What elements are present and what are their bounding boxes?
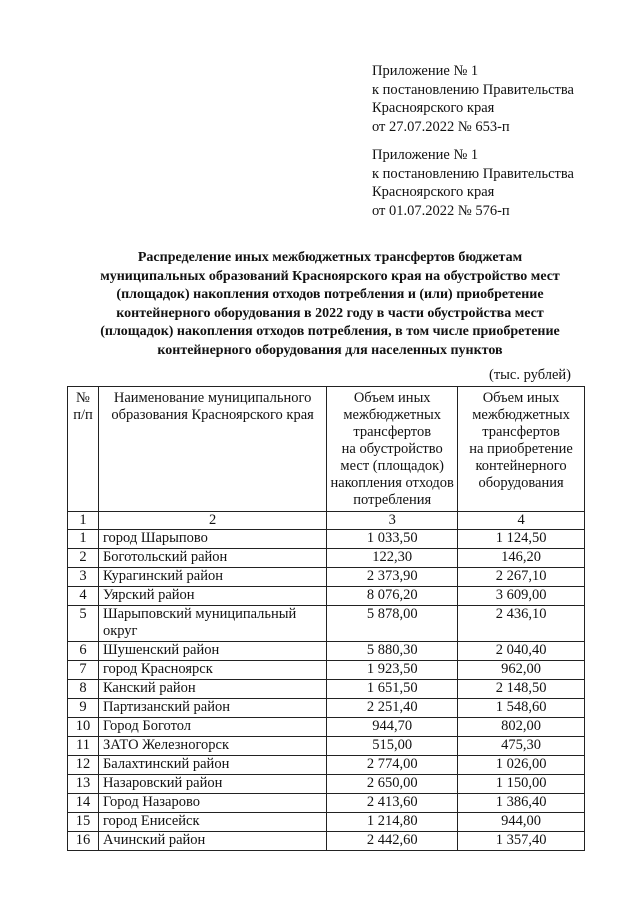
table-row: [68, 606, 585, 642]
table-row: [68, 775, 585, 794]
header-text: п/п: [73, 407, 93, 423]
header-text: Объем иных: [482, 390, 560, 406]
municipality-name: город Енисейск: [98, 813, 326, 832]
column-index: 3: [327, 512, 458, 530]
site-transfer-value: 2 251,40: [327, 699, 458, 718]
row-number: 12: [68, 756, 99, 775]
header-text: потребления: [353, 492, 432, 508]
container-transfer-value: 802,00: [458, 718, 585, 737]
annex-region-line: Красноярского края: [372, 100, 495, 116]
municipality-name: город Красноярск: [98, 661, 326, 680]
container-transfer-value: 2 267,10: [458, 568, 585, 587]
table-row: [68, 794, 585, 813]
row-number: 3: [68, 568, 99, 587]
site-transfer-value: 2 774,00: [327, 756, 458, 775]
container-transfer-value: 146,20: [458, 549, 585, 568]
title-line: контейнерного оборудования в 2022 году в части обустройства мест: [116, 305, 544, 321]
municipality-name-line: округ: [102, 623, 138, 639]
table-row: [68, 737, 585, 756]
table-row: [68, 587, 585, 606]
municipality-name: Канский район: [98, 680, 326, 699]
site-transfer-value: 8 076,20: [327, 587, 458, 606]
site-transfer-value: 2 373,90: [327, 568, 458, 587]
row-number: 16: [68, 832, 99, 851]
column-index: 4: [458, 512, 585, 530]
header-text: трансфертов: [482, 424, 560, 440]
header-text: оборудования: [478, 475, 564, 491]
site-transfer-value: 2 650,00: [327, 775, 458, 794]
row-number: 11: [68, 737, 99, 756]
municipality-name: Партизанский район: [98, 699, 326, 718]
site-transfer-value: 122,30: [327, 549, 458, 568]
document-title: [60, 249, 600, 360]
annex-resolution-line: к постановлению Правительства: [372, 81, 574, 98]
header-text: трансфертов: [353, 424, 432, 440]
title-line: контейнерного оборудования для населенных пунктов: [157, 342, 503, 358]
container-transfer-value: 1 026,00: [458, 756, 585, 775]
header-site-transfers: [327, 387, 458, 512]
column-index-row: [68, 512, 585, 530]
municipality-name: [98, 606, 326, 642]
distribution-table: [67, 386, 585, 851]
title-line: (площадок) накопления отходов потребления и (или) приобретение: [116, 287, 544, 302]
site-transfer-value: 2 442,60: [327, 832, 458, 851]
municipality-name: ЗАТО Железногорск: [98, 737, 326, 756]
row-number: 13: [68, 775, 99, 794]
table-row: [68, 699, 585, 718]
annex-title: Приложение № 1: [372, 63, 479, 79]
annex-date-line: от 27.07.2022 № 653-п: [372, 118, 510, 135]
table-header-row: [68, 387, 585, 512]
municipality-name: Боготольский район: [98, 549, 326, 568]
row-number: 1: [68, 530, 99, 549]
municipality-name: Город Боготол: [98, 718, 326, 737]
table-row: [68, 530, 585, 549]
site-transfer-value: 1 923,50: [327, 661, 458, 680]
container-transfer-value: 2 040,40: [458, 642, 585, 661]
annex-title: Приложение № 1: [372, 147, 479, 163]
municipality-name: Ачинский район: [98, 832, 326, 851]
container-transfer-value: 1 150,00: [458, 775, 585, 794]
header-text: Объем иных: [353, 390, 431, 406]
container-transfer-value: 1 386,40: [458, 794, 585, 813]
table-row: [68, 756, 585, 775]
units-label: (тыс. рублей): [489, 367, 571, 383]
annex-region-line: Красноярского края: [372, 184, 495, 200]
column-index: 2: [98, 512, 326, 530]
container-transfer-value: 2 436,10: [458, 606, 585, 642]
table-row: [68, 718, 585, 737]
container-transfer-value: 1 124,50: [458, 530, 585, 549]
table-row: [68, 549, 585, 568]
site-transfer-value: 1 214,80: [327, 813, 458, 832]
municipality-name: город Шарыпово: [98, 530, 326, 549]
municipality-name-line: Шарыповский муниципальный: [102, 606, 297, 622]
container-transfer-value: 475,30: [458, 737, 585, 756]
container-transfer-value: 1 357,40: [458, 832, 585, 851]
municipality-name: Назаровский район: [98, 775, 326, 794]
header-text: накопления отходов: [330, 475, 454, 491]
site-transfer-value: 944,70: [327, 718, 458, 737]
row-number: 15: [68, 813, 99, 832]
container-transfer-value: 962,00: [458, 661, 585, 680]
title-line: (площадок) накопления отходов потребления, в том числе приобретение: [100, 324, 560, 339]
row-number: 14: [68, 794, 99, 813]
annex-resolution-line: к постановлению Правительства: [372, 165, 574, 182]
column-index: 1: [68, 512, 99, 530]
container-transfer-value: 2 148,50: [458, 680, 585, 699]
site-transfer-value: 2 413,60: [327, 794, 458, 813]
row-number: 10: [68, 718, 99, 737]
header-number: [68, 387, 99, 512]
header-text: межбюджетных: [343, 407, 442, 423]
header-container-transfers: [458, 387, 585, 512]
row-number: 8: [68, 680, 99, 699]
container-transfer-value: 944,00: [458, 813, 585, 832]
municipality-name: Шушенский район: [98, 642, 326, 661]
row-number: 2: [68, 549, 99, 568]
municipality-name: Город Назарово: [98, 794, 326, 813]
header-text: №: [76, 390, 90, 406]
municipality-name: Балахтинский район: [98, 756, 326, 775]
site-transfer-value: 1 651,50: [327, 680, 458, 699]
site-transfer-value: 5 880,30: [327, 642, 458, 661]
table-row: [68, 813, 585, 832]
annex-date-line: от 01.07.2022 № 576-п: [372, 202, 510, 219]
municipality-name: Курагинский район: [98, 568, 326, 587]
row-number: 5: [68, 606, 99, 642]
header-text: на обустройство: [341, 441, 443, 457]
row-number: 6: [68, 642, 99, 661]
site-transfer-value: 1 033,50: [327, 530, 458, 549]
container-transfer-value: 3 609,00: [458, 587, 585, 606]
title-line: Распределение иных межбюджетных трансфертов бюджетам: [137, 250, 523, 265]
title-line: муниципальных образований Красноярского края на обустройство мест: [100, 268, 560, 284]
header-text: Наименование муниципального: [113, 390, 312, 406]
site-transfer-value: 5 878,00: [327, 606, 458, 642]
table-row: [68, 568, 585, 587]
municipality-name: Уярский район: [98, 587, 326, 606]
header-text: межбюджетных: [472, 407, 570, 423]
header-text: контейнерного: [475, 458, 567, 474]
annex-block-1: [372, 62, 574, 136]
container-transfer-value: 1 548,60: [458, 699, 585, 718]
table-row: [68, 832, 585, 851]
row-number: 7: [68, 661, 99, 680]
table-row: [68, 680, 585, 699]
table-row: [68, 642, 585, 661]
row-number: 9: [68, 699, 99, 718]
header-text: образования Красноярского края: [111, 407, 314, 423]
header-text: мест (площадок): [340, 458, 444, 474]
site-transfer-value: 515,00: [327, 737, 458, 756]
annex-block-2: [372, 146, 574, 220]
header-text: на приобретение: [469, 441, 573, 457]
header-municipality: [98, 387, 326, 512]
row-number: 4: [68, 587, 99, 606]
table-row: [68, 661, 585, 680]
